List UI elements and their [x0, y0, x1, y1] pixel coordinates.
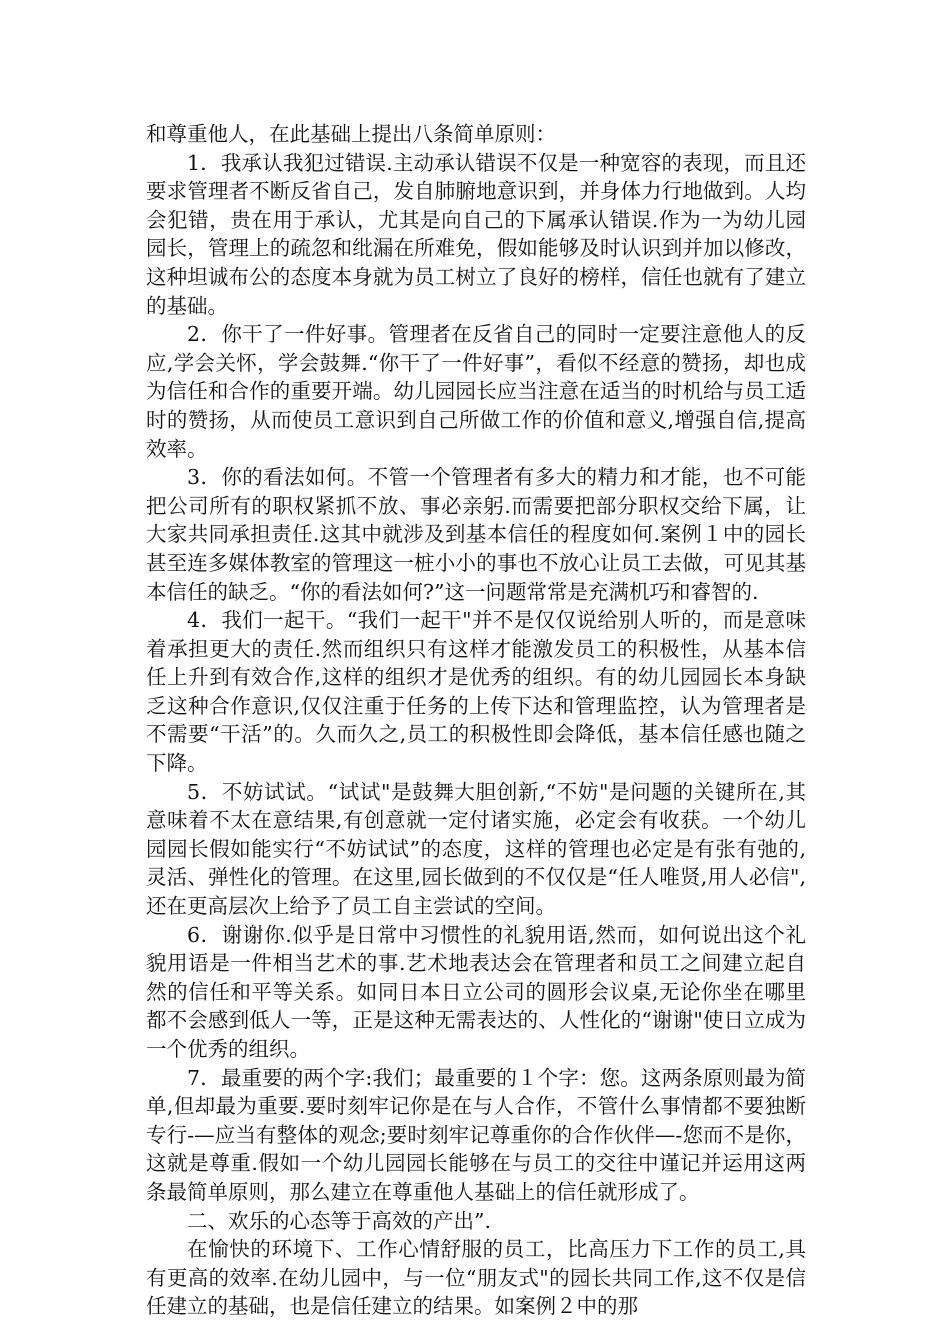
paragraph-section-2-intro: 在愉快的环境下、工作心情舒服的员工，比高压力下工作的员工,具有更高的效率.在幼儿园中，与一位“朋友式"的园长共同工作,这不仅是信任建立的基础，也是信任建立的结果。如案例２中的那 — [146, 1237, 806, 1319]
paragraph-continuation: 和尊重他人，在此基础上提出八条简单原则： — [146, 122, 556, 146]
section-heading: 二、欢乐的心态等于高效的产出”. — [187, 1208, 491, 1233]
paragraph-principle-1: 1．我承认我犯过错误.主动承认错误不仅是一种宽容的表现，而且还要求管理者不断反省自己，发自肺腑地意识到，并身体力行地做到。人均会犯错，贵在用于承认，尤其是向自己的下属承认错误.作为一为幼儿园园长，管理上的疏忽和纰漏在所难免，假如能够及时认识到并加以修改，这种坦诚布公的态度本身就为员工树立了良好的榜样，信任也就有了建立的基础。 — [146, 150, 806, 318]
paragraph-principle-3: 3．你的看法如何。不管一个管理者有多大的精力和才能，也不可能把公司所有的职权紧抓不放、事必亲躬.而需要把部分职权交给下属，让大家共同承担责任.这其中就涉及到基本信任的程度如何.案例１中的园长甚至连多媒体教室的管理这一桩小小的事也不放心让员工去做，可见其基本信任的缺乏。“你的看法如何?”这一问题常常是充满机巧和睿智的. — [146, 465, 806, 604]
paragraph-principle-5: 5．不妨试试。“试试"是鼓舞大胆创新,“不妨"是问题的关键所在,其意味着不太在意结果,有创意就一定付诸实施，必定会有收获。一个幼儿园园长假如能实行“不妨试试”的态度，这样的管理也必定是有张有弛的,灵活、弹性化的管理。在这里,园长做到的不仅仅是“任人唯贤,用人必信",还在更高层次上给予了员工自主尝试的空间。 — [146, 779, 806, 919]
paragraph-principle-4: 4．我们一起干。“我们一起干"并不是仅仅说给别人听的，而是意味着承担更大的责任.然而组织只有这样才能激发员工的积极性，从基本信任上升到有效合作,这样的组织才是优秀的组织。有的幼儿园园长本身缺乏这种合作意识,仅仅注重于任务的上传下达和管理监控，认为管理者是不需要“干活”的。久而久之,员工的积极性即会降低，基本信任感也随之下降。 — [146, 608, 806, 776]
body-text — [146, 120, 806, 1321]
paragraph-principle-7: 7．最重要的两个字:我们；最重要的１个字：您。这两条原则最为简单,但却最为重要.要时刻牢记你是在与人合作，不管什么事情都不要独断专行-—应当有整体的观念;要时刻牢记尊重你的合作伙伴—-您而不是你，这就是尊重.假如一个幼儿园园长能够在与员工的交往中谨记并运用这两条最简单原则，那么建立在尊重他人基础上的信任就形成了。 — [146, 1065, 806, 1204]
paragraph-principle-2: 2．你干了一件好事。管理者在反省自己的同时一定要注意他人的反应,学会关怀，学会鼓舞.“你干了一件好事”，看似不经意的赞扬，却也成为信任和合作的重要开端。幼儿园园长应当注意在适当的时机给与员工适时的赞扬，从而使员工意识到自己所做工作的价值和意义,增强自信,提高效率。 — [146, 322, 806, 461]
paragraph-principle-6: 6．谢谢你.似乎是日常中习惯性的礼貌用语,然而，如何说出这个礼貌用语是一件相当艺术的事.艺术地表达会在管理者和员工之间建立起自然的信任和平等关系。如同日本日立公司的圆形会议桌,无论你坐在哪里都不会感到低人一等，正是这种无需表达的、人性化的“谢谢"使日立成为一个优秀的组织。 — [146, 922, 806, 1061]
